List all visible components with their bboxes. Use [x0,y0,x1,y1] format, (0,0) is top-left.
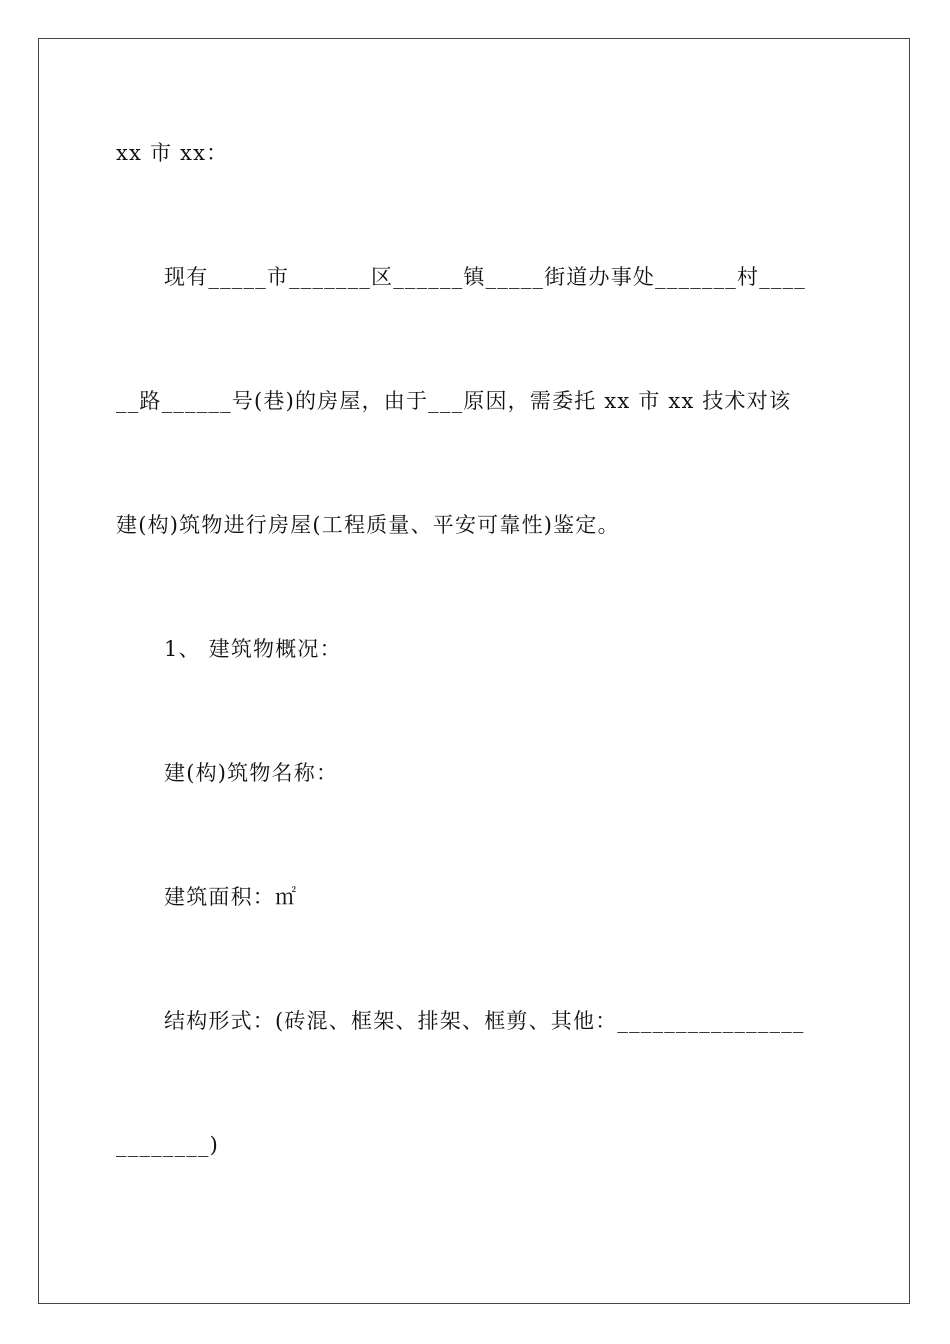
building-name-label: 建(构)筑物名称： [164,761,339,785]
section-heading: 1、 建筑物概况： [164,637,342,661]
body-paragraph-line-2: __路______号(巷)的房屋，由于___原因，需委托 xx 市 xx 技术对该 [116,389,792,413]
body-paragraph-line-3: 建(构)筑物进行房屋(工程质量、平安可靠性)鉴定。 [116,513,620,537]
body-paragraph-line-1: 现有_____市_______区______镇_____街道办事处_______村____ [164,265,806,289]
structure-form-line-1: 结构形式：(砖混、框架、排架、框剪、其他：________________ [164,1009,805,1033]
salutation: xx 市 xx： [116,141,229,165]
building-area-label: 建筑面积：㎡ [164,885,298,909]
page-border [38,38,910,1304]
structure-form-line-2: ________) [116,1133,219,1157]
